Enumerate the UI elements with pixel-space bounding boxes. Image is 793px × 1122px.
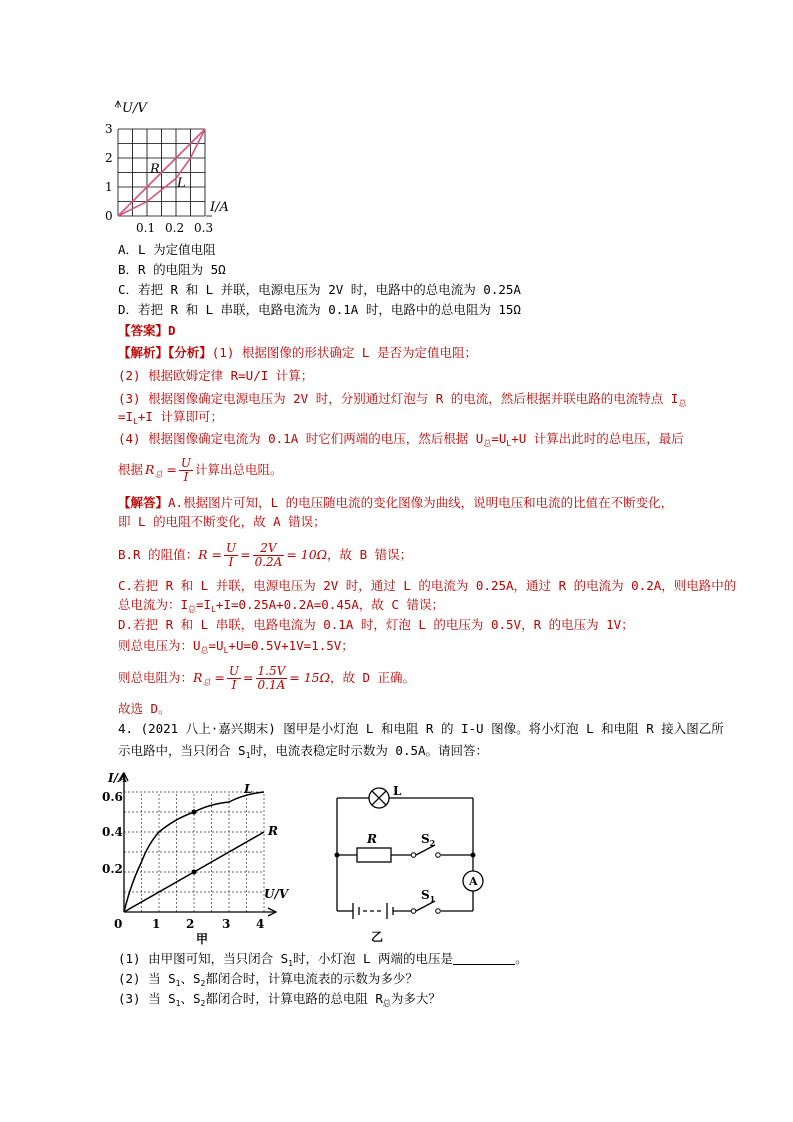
formula-r-total: $R_总$ = [145, 462, 177, 479]
q4-sub-question-3 [118, 990, 441, 1013]
frac-u: U [225, 541, 237, 555]
solution-d2a: 则总电压为：U [118, 638, 201, 653]
solution-line-b: B.R 的阻值：R = $\frac{U}{I}$ = $\frac{2V}{0.2A}$ = 10Ω，故 B 错误； [118, 541, 413, 569]
g2-y-tick-06: 0.6 [102, 790, 123, 804]
analysis-line-1 [118, 344, 477, 362]
analysis-line-5 [118, 453, 283, 492]
ui-graph-r-l [100, 98, 240, 238]
g2-data-point [192, 810, 197, 815]
frac-02a: 0.2A [254, 555, 283, 569]
solution-final: 故选 D。 [118, 701, 171, 716]
q4-q2-sub1: 1 [175, 979, 181, 988]
frac-2v: 2V [253, 542, 285, 556]
circuit-ammeter-label: A [469, 875, 478, 888]
circuit-caption: 乙 [371, 930, 384, 944]
analysis-p3c: +I 计算即可； [137, 409, 223, 424]
solution-b-suffix: ，故 B 错误； [327, 547, 413, 562]
g1-label-l: L [177, 176, 186, 191]
g2-caption: 甲 [196, 932, 209, 945]
q4-q3-sub1: 1 [175, 999, 181, 1008]
sub-total-2: 总 [483, 439, 492, 448]
frac-15v-01a [256, 665, 288, 692]
solution-d2b: =U [208, 638, 224, 653]
q4-q1c: 。 [515, 951, 528, 966]
analysis-p4b: =U [491, 431, 507, 446]
solution-line-a1 [118, 494, 673, 512]
frac-i: I [228, 555, 234, 569]
frac-i-2: I [231, 678, 237, 692]
analysis-p3b: =I [118, 409, 134, 424]
q4-stem-2a: 示电路中，当只闭合 S [118, 743, 246, 758]
g2-data-point [192, 870, 197, 875]
q4-q3-sub-total: 总 [382, 999, 391, 1008]
iu-graph-jia [100, 765, 300, 945]
circuit-s1-label: $S_1$ [421, 888, 436, 904]
q4-q1b: 时，小灯泡 L 两端的电压是 [292, 951, 454, 966]
answer: 【答案】D [118, 323, 176, 338]
q4-q1-sub: 1 [288, 959, 293, 968]
solution-c2a: 总电流为：I [118, 597, 189, 612]
answer-blank[interactable] [453, 952, 515, 965]
g1-x-tick-3: 0.3 [194, 221, 214, 235]
analysis-p2: (2) 根据欧姆定律 R=U/I 计算； [118, 368, 314, 383]
g1-y-tick-0: 0 [105, 209, 113, 223]
formula-r-total-2: $R_总$ = [193, 670, 225, 687]
sub-total: 总 [678, 399, 687, 408]
g1-y-tick-2: 2 [105, 151, 113, 165]
q4-stem-sub1: 1 [245, 751, 251, 760]
solution-c2c: +I=0.25A+0.2A=0.45A，故 C 错误； [215, 597, 444, 612]
g2-x-label: U/V [264, 887, 289, 901]
c2-sub-l: L [211, 605, 216, 614]
frac-u-i-2 [227, 665, 241, 692]
formula-u-over-i [179, 457, 193, 484]
analysis-p5a: 根据 [118, 462, 144, 477]
frac-2v-02a [253, 542, 285, 569]
q4-q3b: 、S [180, 991, 201, 1006]
sub-l-2: L [506, 439, 512, 448]
option-a: A．L 为定值电阻 [118, 242, 216, 257]
analysis-line-3b [118, 408, 223, 431]
q4-stem-1: 4. (2021 八上·嘉兴期末) 图甲是小灯泡 L 和电阻 R 的 I-U 图像。将小灯泡 L 和电阻 R 接入图乙所 [118, 721, 724, 736]
d3-sub-total: 总 [202, 678, 211, 687]
g1-x-tick-2: 0.2 [165, 221, 185, 235]
g2-y-tick-02: 0.2 [102, 862, 123, 876]
g1-label-r: R [150, 162, 160, 177]
q4-q3d: 为多大？ [390, 991, 441, 1006]
q4-stem-2 [118, 742, 488, 765]
solution-c2b: =I [196, 597, 212, 612]
analysis-p5b: 计算出总电阻。 [195, 462, 283, 477]
solution-c1: C.若把 R 和 L 并联，电源电压为 2V 时，通过 L 的电流为 0.25A，通过 R 的电流为 0.2A，则电路中的 [118, 578, 737, 593]
q4-q2a: (2) 当 S [118, 971, 176, 986]
g1-y-tick-3: 3 [105, 122, 113, 136]
option-c: C．若把 R 和 L 并联，电源电压为 2V 时，电路中的总电流为 0.25A [118, 282, 521, 297]
frac-den: I [183, 470, 189, 484]
analysis-head: 【解析】【分析】 [118, 345, 212, 360]
d2-sub-l: L [223, 646, 229, 655]
q4-q2c: 都闭合时，计算电流表的示数为多少？ [205, 971, 418, 986]
solution-b-prefix: B.R 的阻值： [118, 547, 199, 562]
g2-label-r: R [268, 824, 278, 838]
solution-line-d3: 则总电阻为：$R_总$ = $\frac{U}{I}$ = $\frac{1.5V}{0.1A}$ = 15Ω，故 D 正确。 [118, 664, 416, 692]
sub-l: L [133, 417, 138, 426]
solution-a1: A.根据图片可知，L 的电压随电流的变化图像为曲线，说明电压和电流的比值在不断变化， [168, 495, 674, 510]
solution-d3a: 则总电阻为： [118, 670, 194, 685]
q4-q3-sub2: 2 [200, 999, 206, 1008]
circuit-yi [325, 775, 495, 945]
circuit-lamp-label: L [393, 784, 402, 798]
analysis-p4a: (4) 根据图像确定电流为 0.1A 时它们两端的电压，然后根据 U [118, 431, 484, 446]
formula-r: R = [198, 547, 222, 562]
circuit-resistor-label: R [367, 832, 377, 846]
g1-x-tick-1: 0.1 [136, 221, 156, 235]
result-10-ohm: = 10Ω [286, 547, 328, 562]
solution-d3b: ，故 D 正确。 [329, 670, 416, 685]
g2-x-tick-2: 2 [186, 917, 195, 931]
q4-stem-2b: 时，电流表稳定时示数为 0.5A。请回答： [250, 743, 489, 758]
g1-y-tick-1: 1 [105, 180, 113, 194]
q4-q2-sub2: 2 [200, 979, 206, 988]
q4-q2b: 、S [180, 971, 201, 986]
formula-sub-total: 总 [154, 470, 163, 479]
g2-x-tick-4: 4 [256, 917, 265, 931]
analysis-p3a: (3) 根据图像确定电源电压为 2V 时，分别通过灯泡与 R 的电流，然后根据并联电路的电流特点 I [118, 391, 679, 406]
resistor-icon [357, 848, 391, 862]
result-15-ohm: = 15Ω [289, 670, 330, 685]
option-b: B．R 的电阻为 5Ω [118, 262, 226, 277]
analysis-p1: (1) 根据图像的形状确定 L 是否为定值电阻； [211, 345, 477, 360]
circuit-s2-label: $S_2$ [421, 832, 436, 848]
frac-15v: 1.5V [257, 664, 286, 678]
g2-x-tick-1: 1 [152, 917, 161, 931]
q4-q1a: (1) 由甲图可知，当只闭合 S [118, 951, 289, 966]
frac-num: U [180, 456, 192, 470]
solution-line-d2 [118, 637, 354, 660]
g1-y-axis-label: U/V [122, 101, 147, 116]
g2-y-label: I/A [108, 771, 128, 785]
option-d: D．若把 R 和 L 串联，电路电流为 0.1A 时，电路中的总电阻为 15Ω [118, 302, 521, 317]
c2-sub-total: 总 [188, 605, 197, 614]
frac-u-2: U [228, 664, 240, 678]
g1-x-axis-label: I/A [210, 200, 229, 215]
g2-x-tick-3: 3 [222, 917, 231, 931]
solution-head: 【解答】 [118, 495, 169, 510]
solution-d1: D.若把 R 和 L 串联，电路电流为 0.1A 时，灯泡 L 的电压为 0.5V，R 的电压为 1V； [118, 617, 634, 632]
solution-d2c: +U=0.5V+1V=1.5V； [228, 638, 354, 653]
analysis-p4c: +U 计算出此时的总电压，最后 [511, 431, 684, 446]
frac-u-i [224, 542, 238, 569]
d2-sub-total: 总 [200, 646, 209, 655]
g2-label-l: L [244, 782, 253, 796]
solution-a2: 即 L 的电阻不断变化，故 A 错误； [118, 514, 326, 529]
analysis-line-4 [118, 430, 684, 453]
q4-q3c: 都闭合时，计算电路的总电阻 R [205, 991, 383, 1006]
q4-q3a: (3) 当 S [118, 991, 176, 1006]
frac-01a: 0.1A [257, 678, 286, 692]
g2-y-tick-04: 0.4 [102, 825, 123, 839]
g2-x-tick-0: 0 [114, 917, 123, 931]
